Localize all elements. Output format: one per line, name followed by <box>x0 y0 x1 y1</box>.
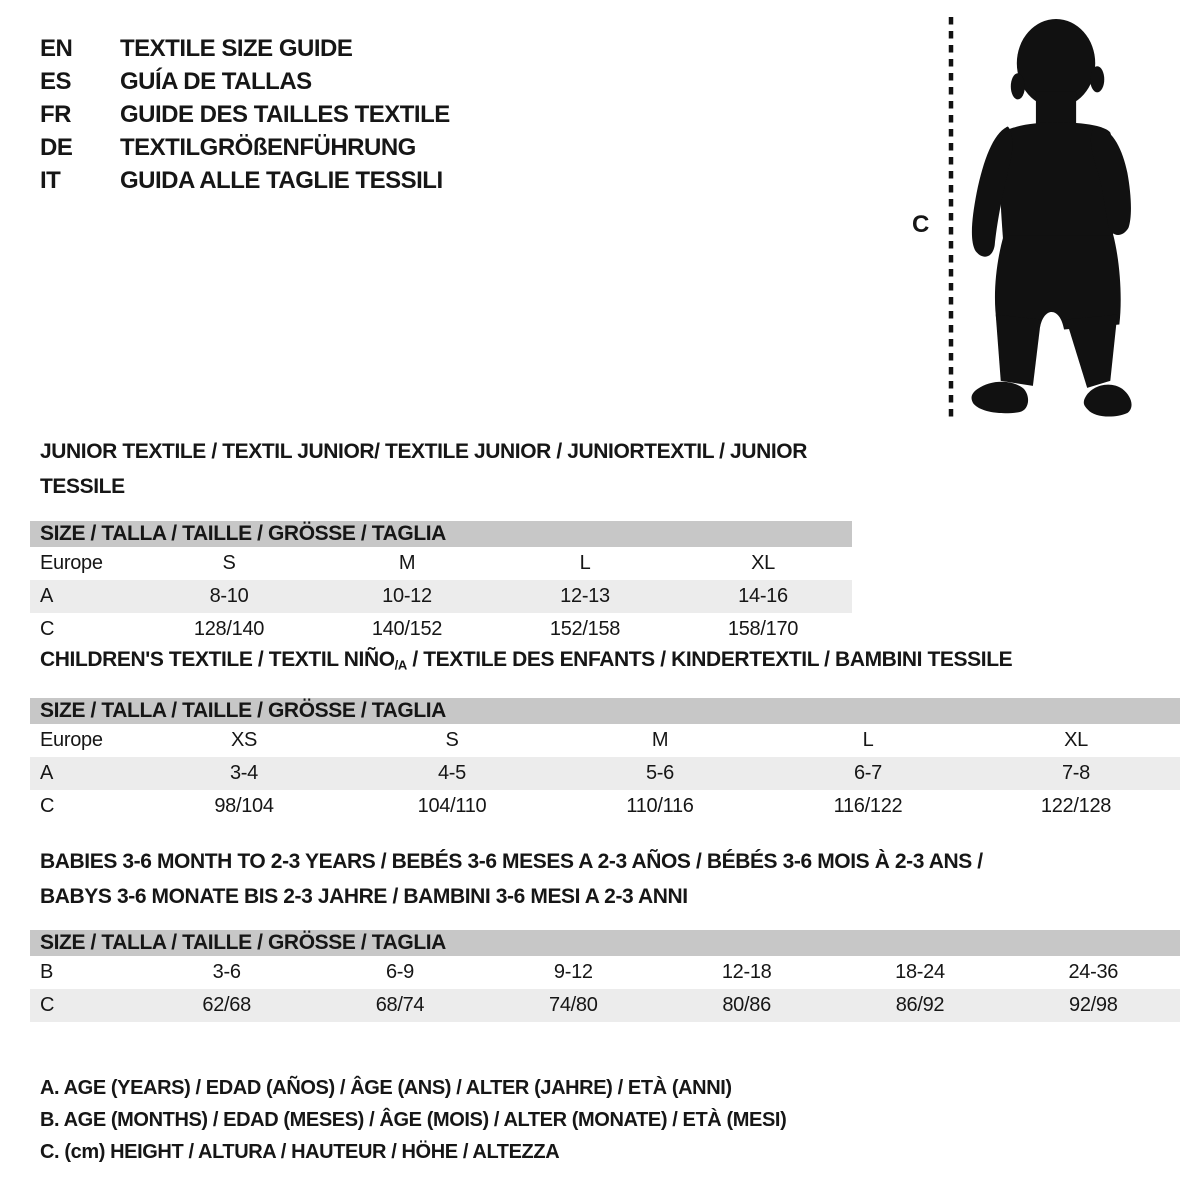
row-value: S <box>222 552 236 574</box>
row-value: 140/152 <box>371 618 443 640</box>
row-value: 104/110 <box>417 795 487 818</box>
row-value: 116/122 <box>833 795 903 818</box>
baby-leg-left <box>996 314 1041 385</box>
baby-ear-left <box>1011 73 1025 99</box>
height-measure-label: C <box>912 211 930 238</box>
section-title <box>40 642 1180 682</box>
row-label: C <box>40 795 55 818</box>
row-value: 152/158 <box>549 618 621 640</box>
language-code: IT <box>40 167 61 194</box>
language-title: TEXTILGRÖßENFÜHRUNG <box>120 134 416 161</box>
size-table-header: SIZE / TALLA / TAILLE / GRÖSSE / TAGLIA <box>30 930 1180 956</box>
row-value: L <box>862 729 874 752</box>
row-value: L <box>579 552 591 574</box>
section-title-line: BABYS 3-6 MONATE BIS 2-3 JAHRE / BAMBINI 3-6 MESI A 2-3 ANNI <box>40 885 688 908</box>
baby-foot-left <box>972 382 1029 414</box>
row-value: 18-24 <box>895 961 945 983</box>
row-value: 62/68 <box>202 994 251 1016</box>
language-code: EN <box>40 35 73 62</box>
note-line: A. AGE (YEARS) / EDAD (AÑOS) / ÂGE (ANS) / ALTER (JAHRE) / ETÀ (ANNI) <box>40 1077 732 1099</box>
row-value: 3-4 <box>229 762 258 785</box>
section-title <box>40 844 1180 914</box>
row-label: C <box>40 994 55 1016</box>
section-title <box>40 434 852 504</box>
table-row-a <box>30 580 852 613</box>
row-value: 9-12 <box>553 961 593 983</box>
row-value: 3-6 <box>212 961 241 983</box>
table-row-a <box>30 757 1180 790</box>
row-value: 8-10 <box>209 585 249 607</box>
baby-silhouette <box>963 16 1140 418</box>
row-value: XL <box>751 552 775 574</box>
table-row-europe <box>30 724 1180 757</box>
baby-leg-right <box>1066 314 1117 387</box>
language-title: TEXTILE SIZE GUIDE <box>120 35 353 62</box>
row-value: 12-13 <box>560 585 610 607</box>
row-label: A <box>40 585 54 607</box>
language-title: GUIDE DES TAILLES TEXTILE <box>120 101 450 128</box>
row-value: 5-6 <box>645 762 674 785</box>
size-table <box>30 930 1180 1022</box>
size-table <box>30 698 1180 823</box>
row-label: Europe <box>40 729 103 752</box>
row-label: C <box>40 618 55 640</box>
row-value: 158/170 <box>727 618 799 640</box>
size-table-header: SIZE / TALLA / TAILLE / GRÖSSE / TAGLIA <box>30 698 1180 724</box>
row-value: XL <box>1064 729 1088 752</box>
row-label: Europe <box>40 552 103 574</box>
note-line: B. AGE (MONTHS) / EDAD (MESES) / ÂGE (MOIS) / ALTER (MONATE) / ETÀ (MESI) <box>40 1109 787 1131</box>
row-value: 4-5 <box>437 762 466 785</box>
row-value: 80/86 <box>722 994 771 1016</box>
language-title: GUÍA DE TALLAS <box>120 68 312 95</box>
row-label: A <box>40 762 54 785</box>
section-babies <box>30 844 1180 1022</box>
row-value: M <box>398 552 416 574</box>
legend-notes <box>40 1072 786 1168</box>
row-value: 7-8 <box>1061 762 1090 785</box>
row-value: 6-7 <box>853 762 882 785</box>
language-title: GUIDA ALLE TAGLIE TESSILI <box>120 167 443 194</box>
row-value: 68/74 <box>375 994 425 1016</box>
row-value: 10-12 <box>382 585 432 607</box>
row-value: 6-9 <box>385 961 414 983</box>
section-children <box>30 642 1180 823</box>
row-value: M <box>651 729 669 752</box>
table-row-c <box>30 790 1180 823</box>
row-value: 14-16 <box>738 585 788 607</box>
row-label: B <box>40 961 54 983</box>
language-code: DE <box>40 134 73 161</box>
baby-neck <box>1036 91 1076 123</box>
table-row-europe <box>30 547 852 580</box>
row-value: 86/92 <box>895 994 945 1016</box>
language-header <box>40 32 450 197</box>
row-value: 92/98 <box>1069 994 1118 1016</box>
section-title-line: BABIES 3-6 MONTH TO 2-3 YEARS / BEBÉS 3-6 MESES A 2-3 AÑOS / BÉBÉS 3-6 MOIS À 2-3 ANS / <box>40 850 983 873</box>
row-value: 24-36 <box>1068 961 1119 983</box>
language-row-fr <box>40 98 450 131</box>
table-row-b <box>30 956 1180 989</box>
row-value: 122/128 <box>1040 795 1112 818</box>
row-value: XS <box>230 729 258 752</box>
row-value: 128/140 <box>193 618 265 640</box>
note-line: C. (cm) HEIGHT / ALTURA / HAUTEUR / HÖHE / ALTEZZA <box>40 1141 560 1163</box>
row-value: 74/80 <box>549 994 598 1016</box>
size-table-header: SIZE / TALLA / TAILLE / GRÖSSE / TAGLIA <box>30 521 852 547</box>
baby-shorts <box>995 235 1121 329</box>
section-title-line: JUNIOR TEXTILE / TEXTIL JUNIOR/ TEXTILE JUNIOR / JUNIORTEXTIL / JUNIOR TESSILE <box>40 440 807 498</box>
language-row-en <box>40 32 450 65</box>
row-value: 110/116 <box>626 795 694 818</box>
section-title-line: CHILDREN'S TEXTILE / TEXTIL $NIÑO_{/A}$ / TEXTILE DES ENFANTS / KINDERTEXTIL / BAMBINI TESSILE <box>40 648 1013 673</box>
section-junior <box>30 434 852 646</box>
baby-foot-right <box>1084 385 1132 417</box>
table-row-c <box>30 989 1180 1022</box>
row-value: 12-18 <box>721 961 772 983</box>
language-row-es <box>40 65 450 98</box>
size-table <box>30 521 852 646</box>
height-dashed-line <box>946 15 956 419</box>
row-value: S <box>445 729 459 752</box>
language-row-it <box>40 164 450 197</box>
language-row-de <box>40 131 450 164</box>
language-code: ES <box>40 68 72 95</box>
language-code: FR <box>40 101 71 128</box>
row-value: 98/104 <box>214 795 274 818</box>
baby-ear-right <box>1090 66 1104 92</box>
